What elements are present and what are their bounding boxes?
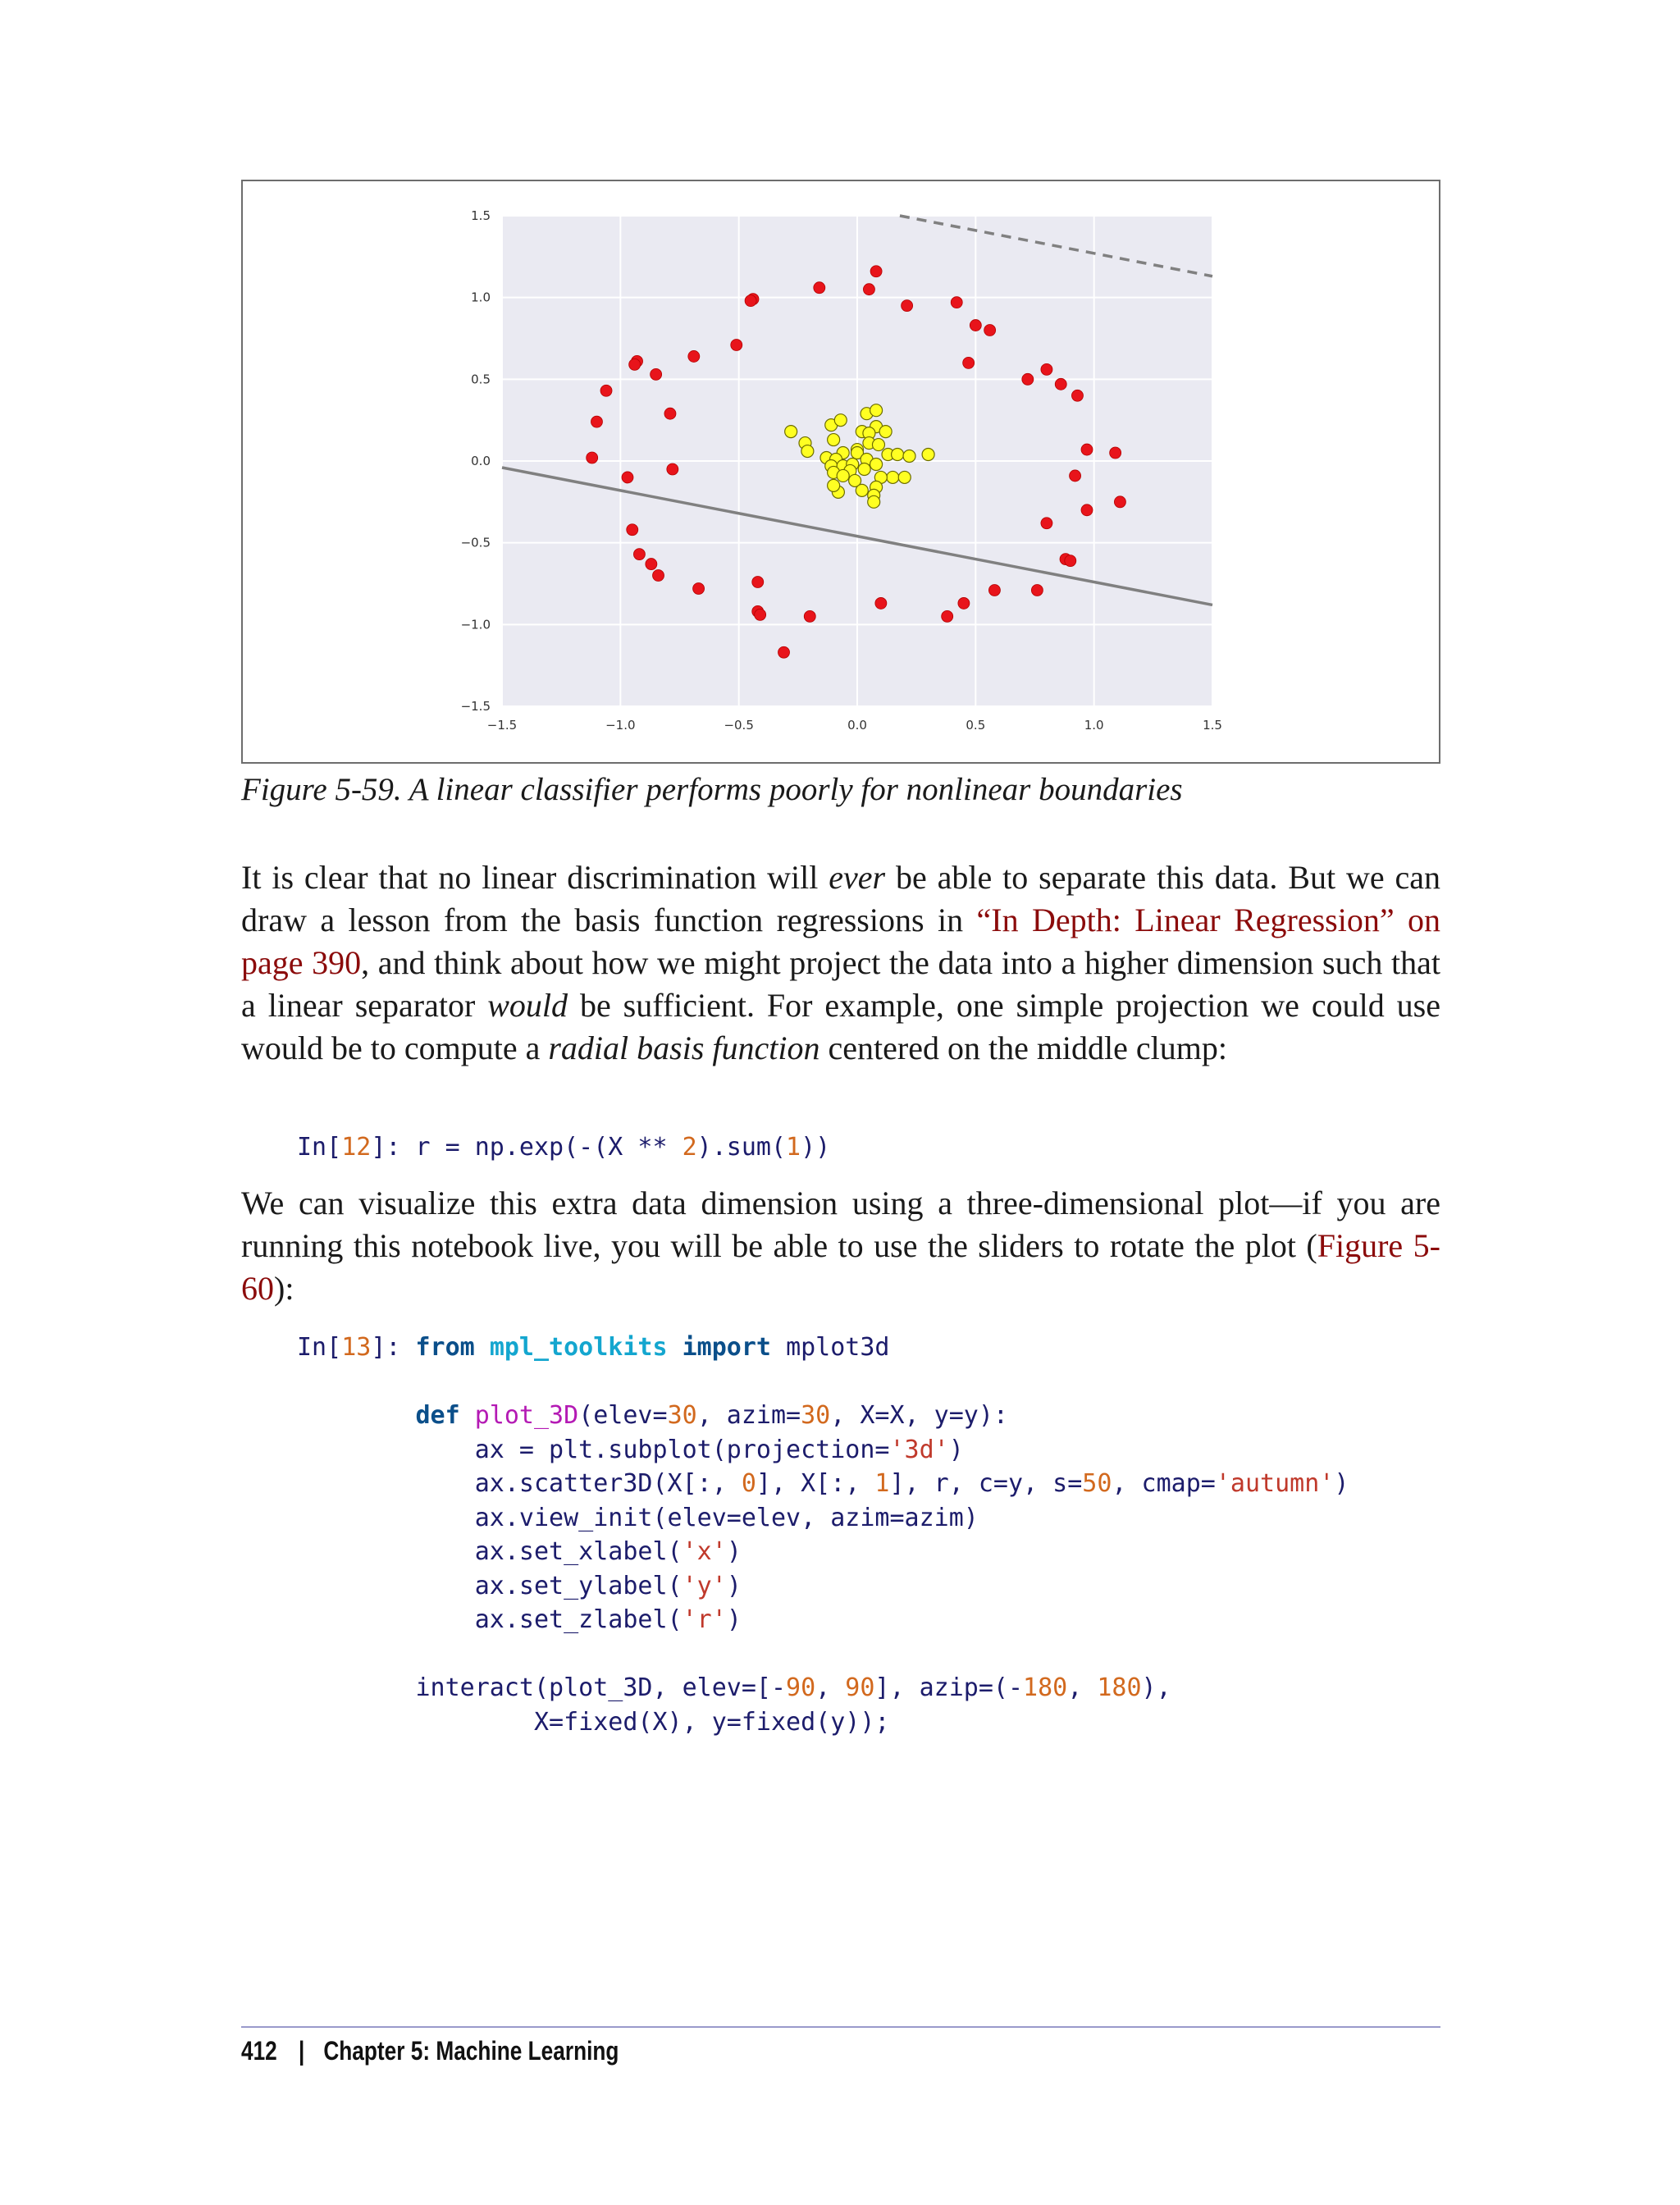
outer-point [1070, 470, 1081, 482]
code13-l3-c: ], r, c=y, s= [889, 1469, 1083, 1498]
code13-l6-str: 'y' [682, 1571, 727, 1600]
inner-point [892, 449, 904, 461]
code13-l3-b: ], X[:, [756, 1469, 875, 1498]
code13-prompt-open: In[ [297, 1333, 342, 1362]
outer-point [693, 582, 705, 594]
code13-sig-n2: 30 [801, 1401, 831, 1430]
p1-emphasis-rbf: radial basis function [548, 1029, 820, 1066]
code13-l3-d: , cmap= [1112, 1469, 1216, 1498]
paragraph-2 [241, 1182, 1440, 1310]
y-tick-label: 0.0 [471, 454, 491, 468]
outer-point [600, 385, 612, 396]
footer-separator: | [299, 2036, 305, 2066]
x-tick-label: −0.5 [724, 718, 754, 733]
code13-function-name: plot_3D [474, 1401, 579, 1430]
y-tick-label: 1.5 [471, 208, 491, 223]
code13-l5-a: ax.set_xlabel( [474, 1537, 682, 1566]
code13-kw-def: def [415, 1401, 460, 1430]
code13-l2-str: '3d' [889, 1435, 949, 1464]
code12-prompt-open: In[ [297, 1133, 342, 1162]
code13-l3-a: ax.scatter3D(X[:, [474, 1469, 742, 1498]
code13-sig-a: (elev= [578, 1401, 668, 1430]
outer-point [653, 570, 664, 582]
outer-point [651, 368, 662, 380]
page-number: 412 [241, 2036, 277, 2066]
code-block-in13 [297, 1331, 1349, 1739]
inner-point [785, 426, 797, 438]
code13-l5-str: 'x' [682, 1537, 727, 1566]
code12-part-3: )) [801, 1133, 831, 1162]
outer-point [1031, 584, 1043, 596]
code13-l8-n2: 90 [845, 1673, 875, 1702]
p1-emphasis-would: would [487, 987, 568, 1024]
x-tick-label: 1.5 [1203, 718, 1222, 733]
y-tick-label: 1.0 [471, 290, 491, 305]
code13-l3-n2: 1 [874, 1469, 890, 1498]
code13-kw-from: from [415, 1333, 475, 1362]
y-tick-label: 0.5 [471, 372, 491, 387]
code13-l6-b: ) [726, 1571, 742, 1600]
outer-point [963, 357, 975, 368]
code13-l8-b: , [815, 1673, 846, 1702]
outer-point [755, 609, 766, 620]
code13-import-name: mplot3d [786, 1333, 890, 1362]
outer-point [646, 559, 657, 570]
y-tick-label: −1.5 [460, 699, 491, 714]
outer-point [688, 350, 700, 362]
inner-point [828, 434, 840, 446]
figure-caption: Figure 5-59. A linear classifier performs poorly for nonlinear boundaries [241, 772, 1183, 807]
inner-point [922, 449, 934, 461]
p1-text-5: centered on the middle clump: [819, 1029, 1228, 1066]
code13-l8-d: , [1067, 1673, 1098, 1702]
outer-point [988, 584, 1000, 596]
outer-point [984, 325, 996, 336]
outer-point [1110, 447, 1121, 459]
code13-l4: ax.view_init(elev=elev, azim=azim) [474, 1503, 979, 1532]
outer-point [1081, 504, 1093, 516]
inner-point [870, 458, 883, 470]
x-tick-label: 0.0 [847, 718, 867, 733]
p2-text-2: ): [274, 1270, 294, 1307]
inner-point [879, 426, 892, 438]
code13-l3-str: 'autumn' [1215, 1469, 1335, 1498]
code13-kw-import: import [682, 1333, 771, 1362]
paragraph-1 [241, 856, 1440, 1070]
code12-num-1: 2 [682, 1133, 697, 1162]
linear-regression-link[interactable]: “In Depth: Linear Regression” on page 390 [241, 902, 1441, 981]
outer-point [1022, 373, 1034, 385]
code13-l3-n1: 0 [741, 1469, 756, 1498]
outer-point [1041, 518, 1052, 529]
code13-prompt-number: 13 [341, 1333, 372, 1362]
inner-point [898, 471, 911, 483]
code13-l8-e: ), [1141, 1673, 1171, 1702]
inner-point [872, 439, 884, 451]
footer-rule [241, 2026, 1440, 2028]
outer-point [633, 549, 645, 560]
code13-prompt-close: ]: [371, 1333, 416, 1362]
inner-point [858, 463, 870, 475]
code12-num-2: 1 [786, 1133, 801, 1162]
code13-l2-a: ax = plt.subplot(projection= [474, 1435, 890, 1464]
outer-point [814, 282, 825, 294]
outer-point [1071, 390, 1083, 401]
code13-sig-n1: 30 [667, 1401, 697, 1430]
code13-l2-b: ) [948, 1435, 964, 1464]
outer-point [629, 358, 641, 370]
figure-5-60-link[interactable]: Figure 5-60 [241, 1227, 1440, 1307]
inner-point [801, 445, 814, 458]
outer-point [902, 300, 913, 312]
y-tick-label: −1.0 [460, 617, 491, 632]
outer-point [970, 320, 981, 331]
code-block-in12 [297, 1130, 830, 1165]
outer-point [752, 577, 764, 588]
outer-point [958, 597, 970, 609]
outer-point [1114, 496, 1125, 508]
figure-frame [241, 180, 1440, 764]
x-tick-label: 1.0 [1084, 718, 1104, 733]
code13-l7-a: ax.set_zlabel( [474, 1605, 682, 1634]
p2-text-1: We can visualize this extra data dimension using a three-dimensional plot—if you are running this notebook live, you will be able to use the sliders to rotate the plot ( [241, 1185, 1440, 1264]
outer-point [591, 416, 602, 427]
x-tick-label: 0.5 [966, 718, 986, 733]
y-tick-label: −0.5 [460, 535, 491, 550]
outer-point [951, 297, 962, 308]
x-tick-label: −1.0 [605, 718, 636, 733]
scatter-chart [243, 181, 1439, 762]
outer-point [745, 295, 756, 307]
p1-text-4: be sufficient. For example, one simple projection we could use would be to compute a [241, 987, 1440, 1066]
code13-l8-n1: 90 [786, 1673, 816, 1702]
outer-point [1055, 378, 1066, 390]
code13-sig-c: , X=X, y=y): [830, 1401, 1008, 1430]
inner-point [868, 495, 880, 508]
outer-point [667, 463, 678, 475]
outer-point [587, 452, 598, 463]
outer-point [1081, 444, 1093, 455]
chapter-title: Chapter 5: Machine Learning [323, 2036, 619, 2066]
outer-point [778, 646, 790, 658]
code13-l3-n3: 50 [1082, 1469, 1112, 1498]
outer-point [622, 472, 633, 483]
page-footer [241, 2036, 619, 2066]
p1-text-3: , and think about how we might project the data into a higher dimension such that a linear separator [241, 944, 1440, 1024]
outer-point [731, 339, 742, 350]
code12-part-2: ).sum( [696, 1133, 787, 1162]
code12-prompt-number: 12 [341, 1133, 372, 1162]
code13-sig-b: , azim= [696, 1401, 801, 1430]
inner-point [903, 450, 915, 463]
code13-l9: X=fixed(X), y=fixed(y)); [533, 1707, 890, 1737]
p1-text-2: be able to separate this data. But we can draw a lesson from the basis function regressions in [241, 859, 1440, 938]
code12-part-1: r = np.exp(-(X ** [415, 1133, 682, 1162]
outer-point [804, 610, 815, 622]
outer-point [875, 597, 887, 609]
code13-l7-b: ) [726, 1605, 742, 1634]
inner-point [870, 404, 883, 417]
code13-l8-c: ], azip=(- [874, 1673, 1024, 1702]
outer-point [942, 610, 953, 622]
code13-module: mpl_toolkits [489, 1333, 668, 1362]
code12-prompt-close: ]: [371, 1133, 416, 1162]
inner-point [856, 484, 868, 496]
inner-point [834, 414, 847, 427]
inner-point [887, 471, 899, 483]
code13-l8-n3: 180 [1023, 1673, 1068, 1702]
code13-l8-a: interact(plot_3D, elev=[- [415, 1673, 787, 1702]
code13-l7-str: 'r' [682, 1605, 727, 1634]
code13-l5-b: ) [726, 1537, 742, 1566]
outer-point [627, 524, 638, 536]
inner-point [828, 479, 840, 491]
p1-text-1: It is clear that no linear discrimination will [241, 859, 829, 896]
outer-point [870, 266, 882, 277]
outer-point [1041, 363, 1052, 375]
inner-point [837, 469, 849, 482]
code13-l6-a: ax.set_ylabel( [474, 1571, 682, 1600]
code13-l3-e: ) [1334, 1469, 1349, 1498]
code13-l8-n4: 180 [1097, 1673, 1142, 1702]
outer-point [664, 408, 676, 419]
outer-point [1065, 555, 1076, 567]
outer-point [863, 284, 874, 295]
x-tick-label: −1.5 [486, 718, 518, 733]
p1-emphasis-ever: ever [829, 859, 886, 896]
